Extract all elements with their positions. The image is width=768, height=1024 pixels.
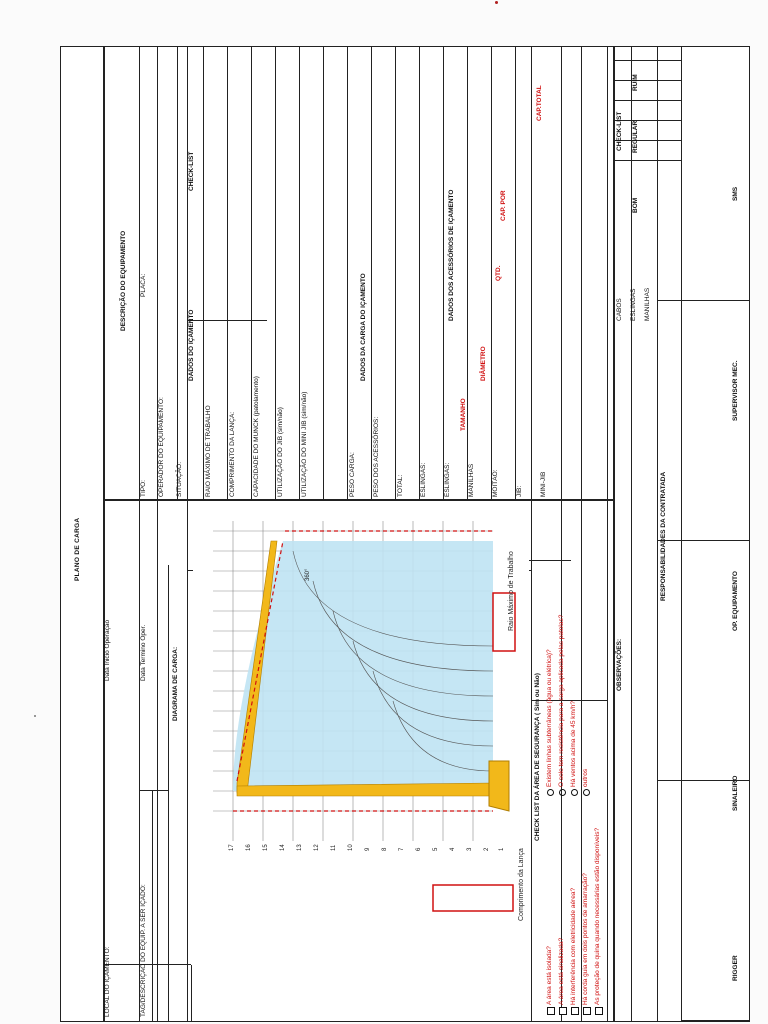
situacao-label: SITUAÇÃO: [176,461,183,497]
cabos-row: ESLINGAS [630,288,637,321]
check-question: Há ventos acima de 45 km/h? [570,701,577,787]
acessorio-row: MANILHAS [468,463,475,497]
checkbox[interactable] [583,1007,591,1015]
role-label: RIGGER [732,955,739,981]
observacoes-label: OBSERVAÇÕES: [616,638,623,691]
acessorios-header: DADOS DOS ACESSÓRIOS DE IÇAMENTO [448,189,455,321]
acessorio-row: ESLINGAS: [420,462,427,497]
acessorio-row: ESLINGAS: [444,462,451,497]
radio[interactable] [583,789,590,796]
checkbox[interactable] [559,1007,567,1015]
col-cap-total: CAP.TOTAL [536,85,543,121]
icamento-row: RAIO MÁXIMO DE TRABALHO [205,405,212,497]
cabos-checklist-header: CHECK-LIST [616,111,623,151]
icamento-header: DADOS DO IÇAMENTO [188,309,195,381]
checkbox[interactable] [547,1007,555,1015]
raio-label: Raio Máximo de Trabalho [508,551,515,631]
role-label: SMS [732,186,739,201]
check-question: As proteção de quina quando necessárias estão disponíveis? [594,827,601,1005]
role-label: SINALEIRO [732,775,739,811]
ink-dot [34,715,36,717]
tick-label: 17 [229,844,235,851]
ink-dot [495,1,498,4]
acessorio-row: JIB: [516,485,523,497]
tipo-label: TIPO: [140,480,147,497]
tick-label: 12 [314,844,320,851]
tick-label: 11 [331,844,337,851]
icamento-row: CAPACIDADE DO MUNCK (patolamento) [253,376,260,497]
col-qtd: QTD. [495,265,502,281]
rotation-label: 360° [305,568,311,581]
data-inicio-label: Data Inicio Operação [104,619,111,681]
tick-label: 3 [467,847,473,851]
cabos-row: CABOS [616,298,623,321]
checklist-seg-header: CHECK LIST DA ÁREA DE SEGURANÇA ( Sim ou Não) [534,673,541,841]
local-icamento-label: LOCAL DO IÇAMENTO: [104,946,111,1017]
col-cap-por: CAP. POR [500,190,507,221]
tick-label: 13 [297,844,303,851]
role-label: SUPERVISOR MEC. [732,360,739,421]
tick-label: 16 [246,844,252,851]
data-termino-label: Data Termino Oper. [140,624,147,681]
check-question: O solo tem resistência para a carga aplicada pelas patolas? [558,614,565,787]
diagrama-label: DIAGRAMA DE CARGA: [172,646,179,721]
radio[interactable] [547,789,554,796]
check-question: A área está sinalizada? [558,937,565,1005]
carga-row: PESO DOS ACESSÓRIOS: [373,416,380,497]
check-question: Há interferência com eletricidade aérea? [570,887,577,1005]
check-question: Há corda guia em dois pontos de amarração? [582,873,589,1005]
placa-label: PLACA: [140,273,147,297]
carga-row: PESO CARGA: [349,452,356,497]
tick-label: 8 [382,847,388,851]
role-label: OP. EQUIPAMENTO [732,571,739,631]
radio[interactable] [559,789,566,796]
checkbox[interactable] [571,1007,579,1015]
tick-label: 4 [450,847,456,851]
check-question: A área está isolada? [546,946,553,1005]
icamento-row: UTILIZAÇÃO DO MINI JIB (sim/não) [301,391,308,497]
crane-load-diagram [193,521,529,961]
cabos-row: MANILHAS [644,287,651,321]
cabos-col: RUIM [632,74,639,91]
equipamento-header: DESCRIÇÃO DO EQUIPAMENTO [120,230,127,331]
check-question: Existem linhas subterrâneas (água ou elétrica)? [546,649,553,787]
tick-label: 1 [499,847,505,851]
tick-label: 7 [399,847,405,851]
plano-de-carga-form [60,46,750,1022]
tick-label: 10 [348,844,354,851]
icamento-row: COMPRIMENTO DA LANÇA: [229,411,236,497]
carga-row: TOTAL: [397,474,404,497]
form-sheet [60,46,750,1022]
icamento-row: UTILIZAÇÃO DO JIB (sim/não) [277,407,284,497]
checkbox[interactable] [595,1007,603,1015]
tick-label: 2 [484,847,490,851]
acessorio-row: MINI-JIB [540,471,547,497]
col-diametro: DIÂMETRO [480,346,487,381]
tick-label: 14 [280,844,286,851]
tick-label: 5 [433,847,439,851]
radio[interactable] [571,789,578,796]
crane-base [489,761,509,811]
cabos-col: BOM [632,197,639,213]
acessorio-row: MOITÃO: [492,469,499,497]
page-title: PLANO DE CARGA [74,517,81,581]
icamento-checklist: CHECK-LIST [188,151,195,191]
cabos-col: REGULAR [632,120,639,153]
carga-header: DADOS DA CARGA DO IÇAMENTO [360,273,367,381]
tick-label: 6 [416,847,422,851]
check-question: outros [582,768,589,787]
operador-label: OPERADOR DO EQUIPAMENTO: [158,397,165,497]
tick-label: 15 [263,844,269,851]
tag-descricao-label: TAG/DESCRIÇÃO DO EQUIP. A SER IÇADO: [140,884,147,1017]
responsabilidades-header: RESPONSABILIDADES DA CONTRATADA [660,471,667,601]
tick-label: 9 [365,847,371,851]
comprimento-label: Comprimento da Lança [518,848,525,921]
col-tamanho: TAMANHO [460,398,467,431]
